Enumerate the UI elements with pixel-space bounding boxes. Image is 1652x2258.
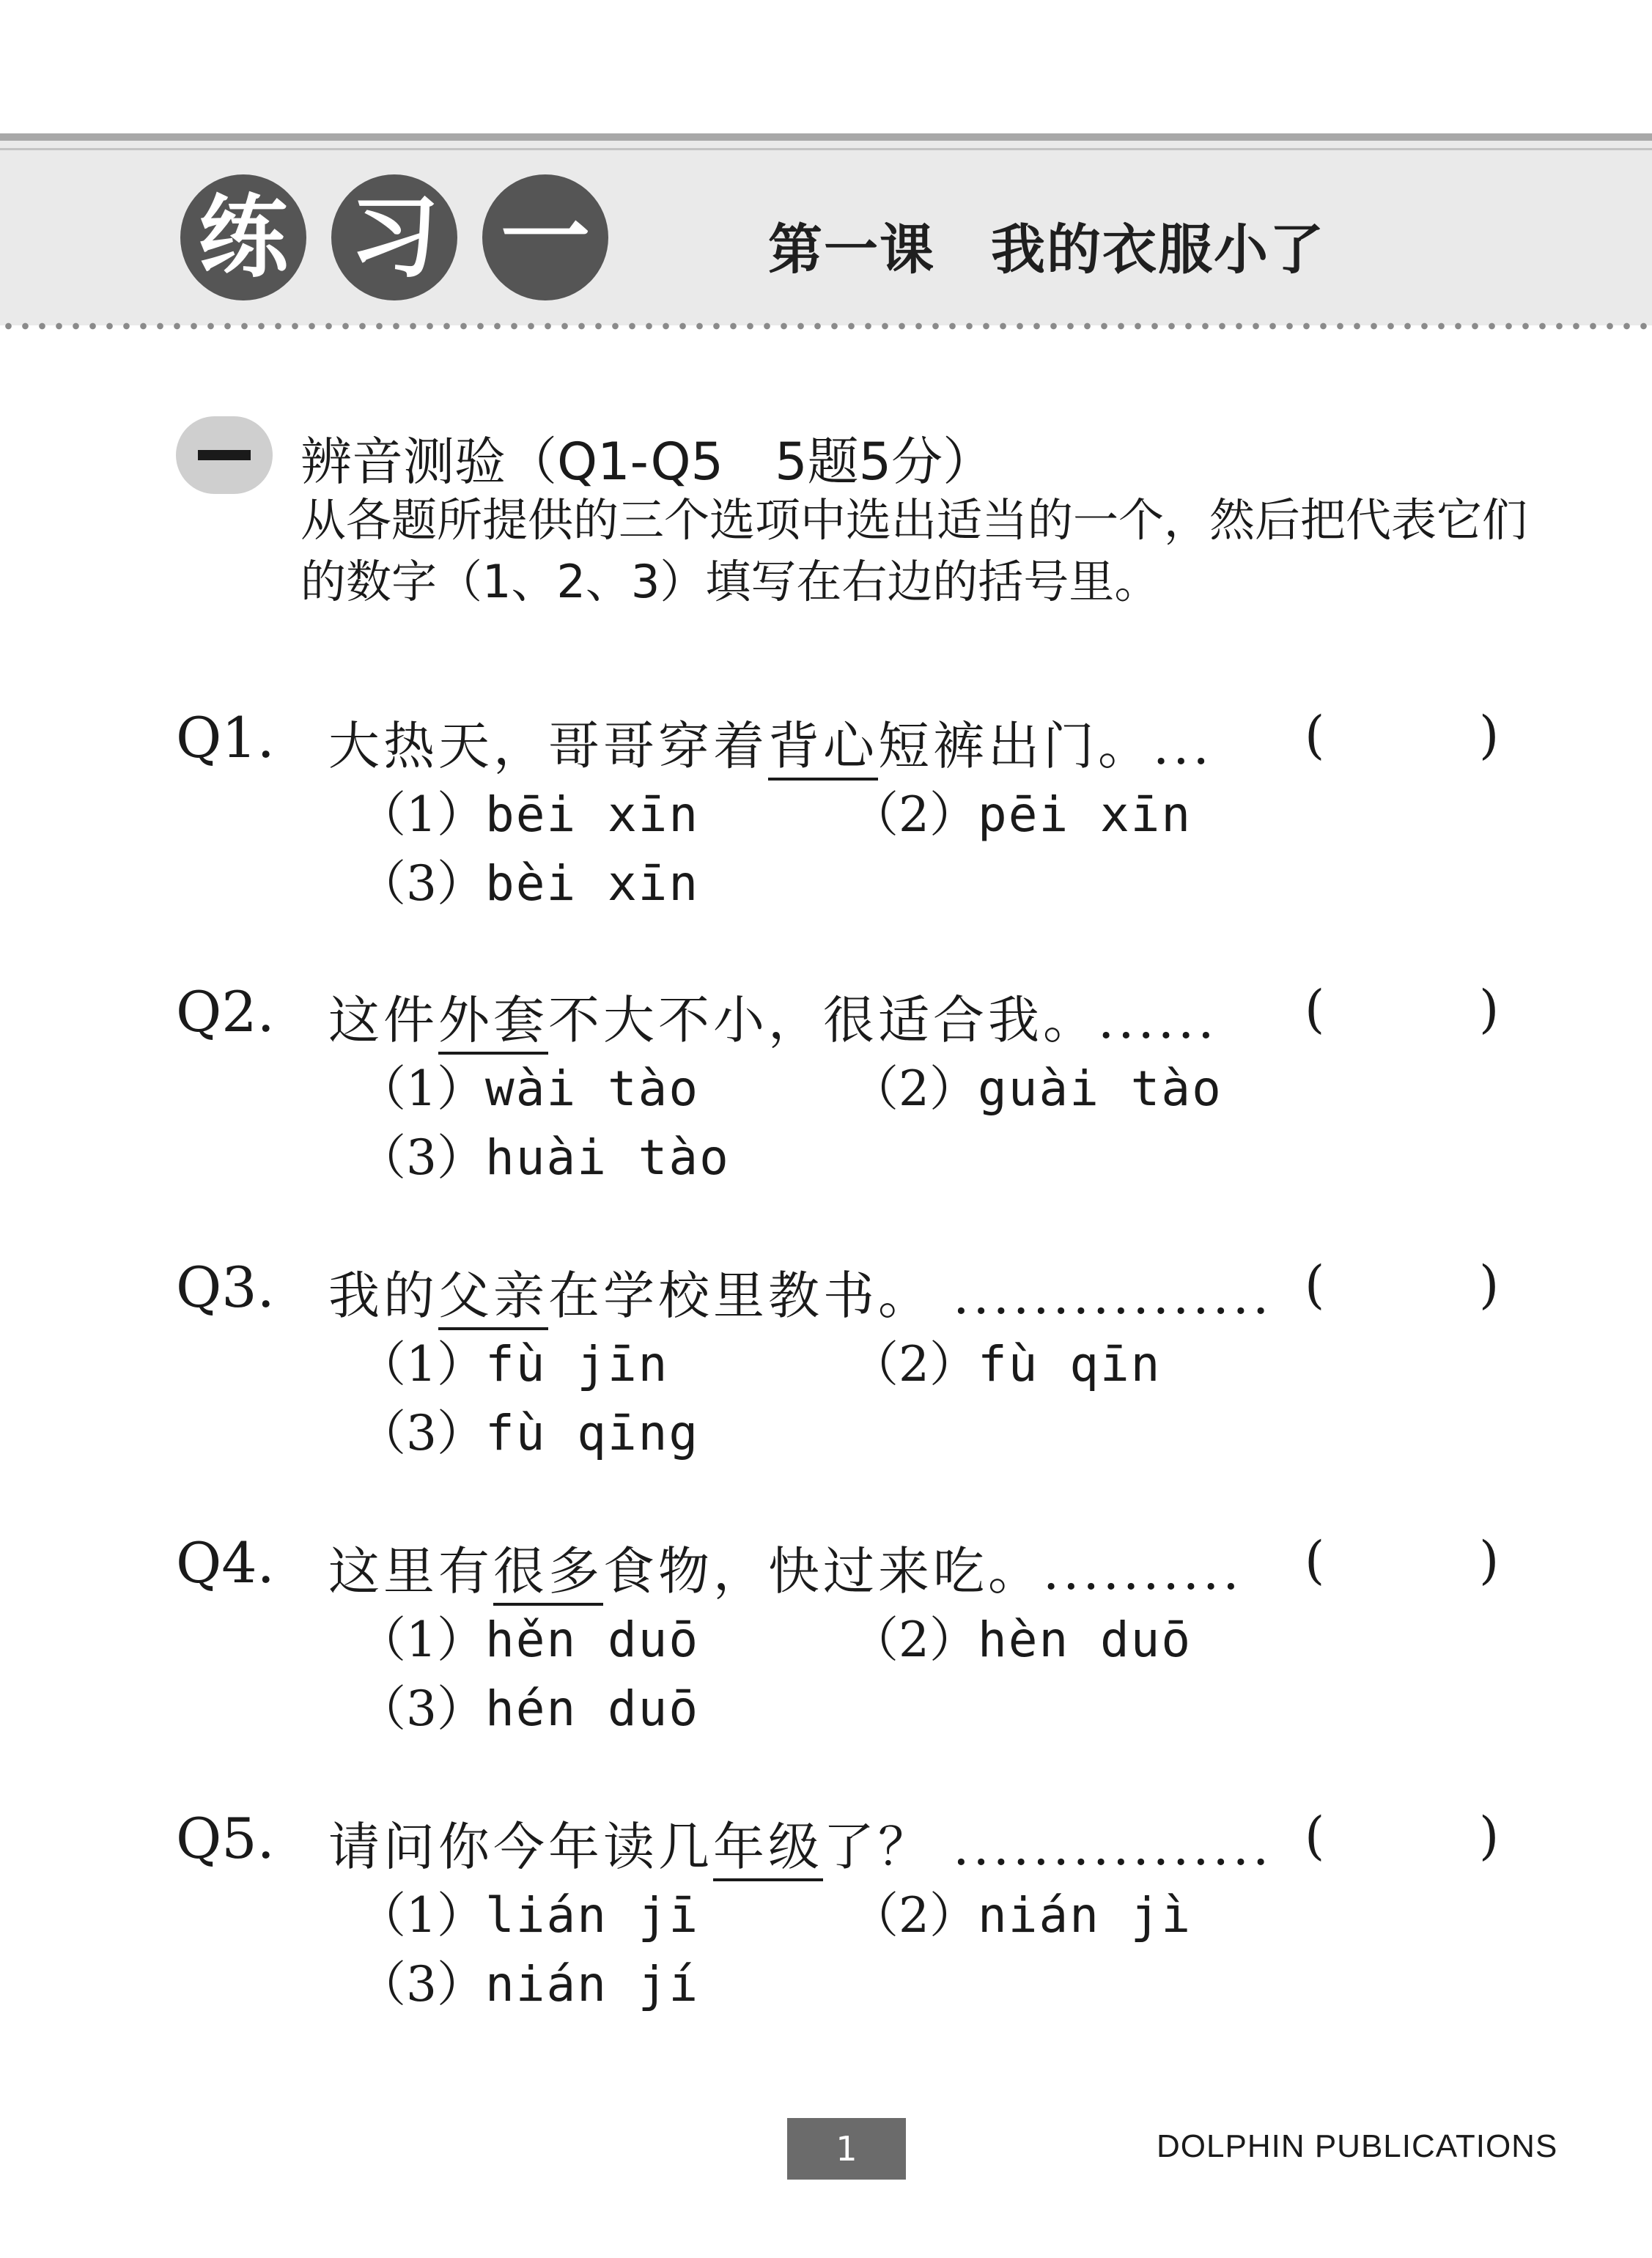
exercise-badge-char-3: 一 [482, 174, 608, 300]
option-number: （2） [850, 1887, 978, 1944]
underlined-word: 很多 [493, 1541, 603, 1606]
sentence-before: 这里有 [328, 1541, 493, 1601]
lesson-title: 第一课 我的衣服小了 [768, 218, 1325, 281]
leader-dots: ...... [1098, 990, 1218, 1050]
question-number: Q3. [176, 1255, 275, 1320]
sentence-after: 不大不小，很适合我。 [548, 990, 1098, 1050]
answer-paren-close: ) [1479, 1806, 1500, 1866]
section-number-badge [176, 416, 273, 494]
option-1 [358, 1049, 699, 1119]
question-1 [176, 705, 1524, 925]
option-pinyin: nián jí [485, 1956, 700, 2012]
sentence-before: 大热天，哥哥穿着 [328, 716, 768, 776]
answer-paren-open[interactable]: ( [1305, 979, 1325, 1039]
option-number: （3） [358, 1129, 485, 1186]
option-1 [358, 775, 699, 845]
leader-dots: .......... [1043, 1541, 1243, 1601]
option-number: （3） [358, 855, 485, 912]
option-2 [850, 775, 1192, 845]
question-4 [176, 1530, 1524, 1750]
sentence-after: 在学校里教书。 [548, 1266, 933, 1326]
option-pinyin: fù qīn [978, 1336, 1162, 1392]
sentence-before: 我的 [328, 1266, 438, 1326]
option-pinyin: wài tào [485, 1060, 700, 1117]
option-number: （1） [358, 1612, 485, 1668]
option-pinyin: lián jī [485, 1887, 700, 1944]
option-number: （1） [358, 1060, 485, 1117]
option-pinyin: nián jì [978, 1887, 1192, 1944]
question-sentence [328, 1255, 1272, 1329]
option-1 [358, 1601, 699, 1670]
option-number: （1） [358, 1887, 485, 1944]
question-number: Q1. [176, 705, 275, 770]
option-number: （1） [358, 1336, 485, 1392]
option-pinyin: fù qīng [485, 1405, 700, 1461]
answer-paren-close: ) [1479, 1255, 1500, 1315]
option-pinyin: hén duō [485, 1680, 700, 1737]
leader-dots: ................ [933, 1266, 1273, 1326]
sentence-before: 请问你今年读几 [328, 1817, 713, 1877]
option-2 [850, 1876, 1192, 1946]
option-number: （3） [358, 1956, 485, 2012]
section-title: 辨音测验（Q1-Q5 5题5分） [300, 432, 995, 492]
answer-paren-open[interactable]: ( [1305, 1806, 1325, 1866]
question-sentence [328, 1530, 1243, 1604]
option-number: （3） [358, 1680, 485, 1737]
answer-paren-close: ) [1479, 705, 1500, 765]
underlined-word: 父亲 [438, 1266, 548, 1330]
underlined-word: 外套 [438, 990, 548, 1055]
option-pinyin: guài tào [978, 1060, 1223, 1117]
section-number-symbol [198, 450, 251, 460]
option-number: （3） [358, 1405, 485, 1461]
option-pinyin: fù jīn [485, 1336, 669, 1392]
answer-paren-close: ) [1479, 979, 1500, 1039]
sentence-after: 了？ [823, 1817, 933, 1877]
section-instructions: 从各题所提供的三个选项中选出适当的一个，然后把代表它们的数字（1、2、3）填写在右边的括号里。 [300, 493, 1528, 608]
answer-paren-open[interactable]: ( [1305, 705, 1325, 765]
question-number: Q4. [176, 1530, 275, 1595]
question-3 [176, 1255, 1524, 1475]
option-pinyin: bēi xīn [485, 786, 700, 843]
option-1 [358, 1325, 668, 1395]
option-number: （1） [358, 786, 485, 843]
answer-paren-open[interactable]: ( [1305, 1255, 1325, 1315]
option-1 [358, 1876, 699, 1946]
sentence-after: 短裤出门。 [878, 716, 1153, 776]
question-2 [176, 979, 1524, 1199]
leader-dots: ................ [933, 1817, 1273, 1877]
option-3 [358, 1669, 699, 1739]
answer-paren-close: ) [1479, 1530, 1500, 1590]
exercise-badge-char-2: 习 [331, 174, 457, 300]
option-number: （2） [850, 1612, 978, 1668]
question-5 [176, 1806, 1524, 2026]
page-number: 1 [787, 2118, 906, 2180]
option-3 [358, 1394, 699, 1464]
underlined-word: 年级 [713, 1817, 823, 1881]
question-number: Q2. [176, 979, 275, 1044]
question-number: Q5. [176, 1806, 275, 1871]
leader-dots: ... [1153, 716, 1213, 776]
dotted-divider [0, 321, 1652, 331]
sentence-after: 食物，快过来吃。 [603, 1541, 1043, 1601]
header-rule [0, 148, 1652, 150]
sentence-before: 这件 [328, 990, 438, 1050]
option-2 [850, 1325, 1161, 1395]
question-sentence [328, 979, 1218, 1053]
option-pinyin: hěn duō [485, 1612, 700, 1668]
question-sentence [328, 705, 1213, 779]
option-pinyin: bèi xīn [485, 855, 700, 912]
option-3 [358, 1118, 730, 1188]
option-pinyin: pēi xīn [978, 786, 1192, 843]
option-3 [358, 844, 699, 914]
option-number: （2） [850, 1336, 978, 1392]
option-2 [850, 1601, 1192, 1670]
question-sentence [328, 1806, 1272, 1880]
underlined-word: 背心 [768, 716, 878, 781]
option-pinyin: huài tào [485, 1129, 730, 1186]
publisher-name: DOLPHIN PUBLICATIONS [1157, 2128, 1558, 2164]
option-3 [358, 1945, 699, 2015]
option-2 [850, 1049, 1223, 1119]
answer-paren-open[interactable]: ( [1305, 1530, 1325, 1590]
option-pinyin: hèn duō [978, 1612, 1192, 1668]
exercise-badge-char-1: 练 [180, 174, 306, 300]
option-number: （2） [850, 786, 978, 843]
option-number: （2） [850, 1060, 978, 1117]
